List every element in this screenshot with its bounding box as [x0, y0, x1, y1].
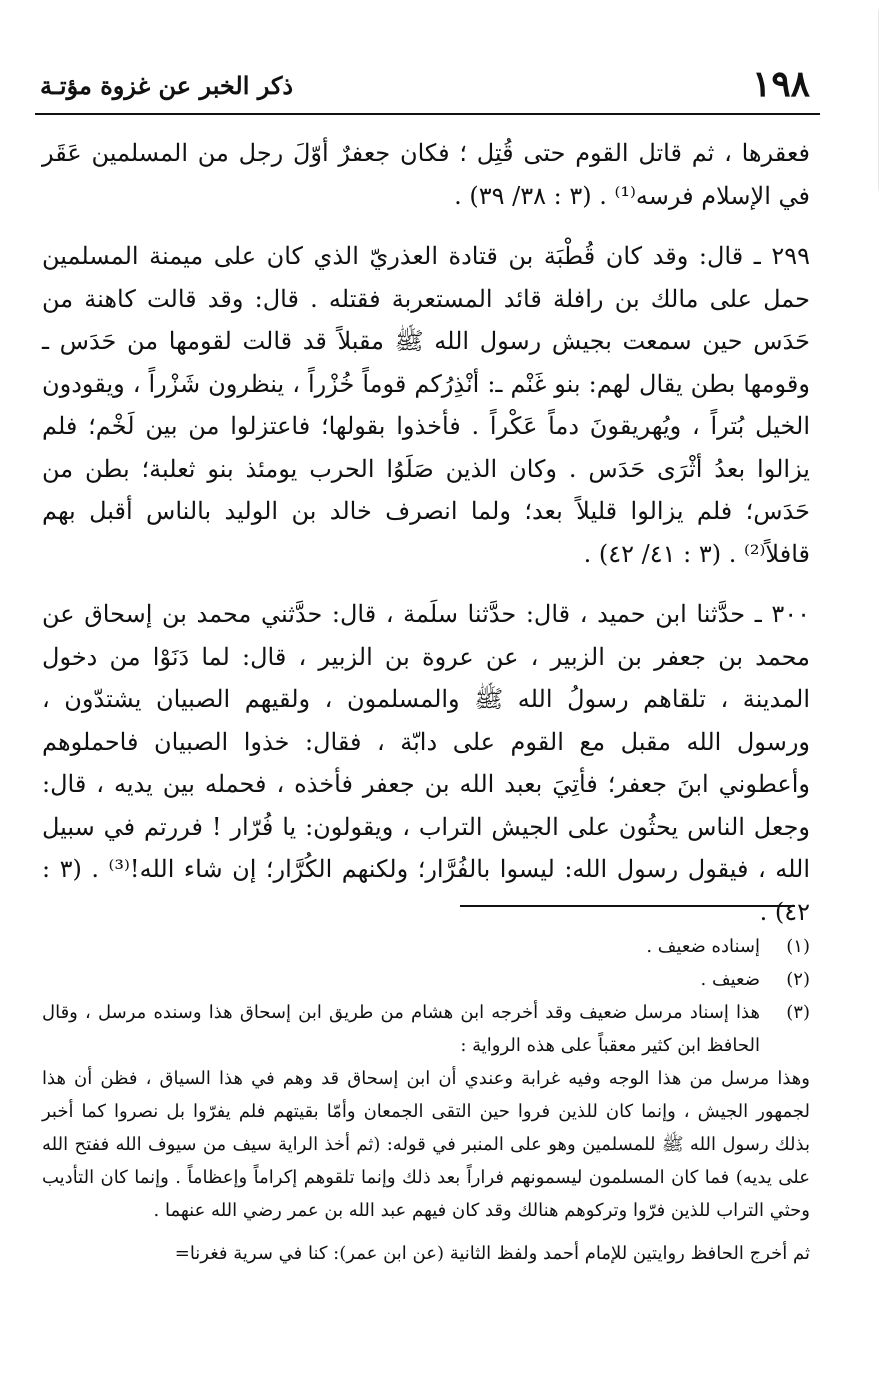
quote-text: وهذا مرسل من هذا الوجه وفيه غرابة وعندي أن ابن إسحاق قد وهم في هذا السياق ، فظن أن هذا لجمهور الجيش ، وإنما كان للذين فروا حين التقى الجمعان وأمّا بقيتهم فلم يفرّوا بل نصروا كما أخبر بذلك رسول الله ﷺ للمسلمين وهو على المنبر في قوله: (ثم أخذ الراية سيف من سيوف الله ففتح الله على يديه) فما كان المسلمون ليسمونهم فراراً بعد ذلك وإنما تلقوهم إكراماً وإعظاماً . وإنما كان التأديب وحثي التراب للذين فرّوا وتركوهم هنالك وقد كان فيهم عبد الله بن عمر رضي الله عنهما .: [42, 1068, 811, 1221]
running-title: ذكر الخبر عن غزوة مؤتـة: [40, 71, 294, 100]
footnotes: [42, 930, 810, 1270]
continuation-text: ثم أخرج الحافظ روايتين للإمام أحمد ولفظ الثانية (عن ابن عمر): كنا في سرية فغرنا=: [174, 1243, 810, 1264]
scan-edge-mark: [878, 10, 879, 190]
footnote-1: [42, 930, 810, 963]
footnote-continuation: [42, 1237, 810, 1270]
footnote-number: (١): [786, 936, 810, 957]
paragraph-continuation: فعقرها ، ثم قاتل القوم حتى قُتِل ؛ فكان جعفرٌ أوّلَ رجل من المسلمين عَقَر في الإسلام فرسه⁽¹⁾ . (٣ : ٣٨/ ٣٩) .: [42, 139, 810, 210]
header-rule: [35, 113, 820, 115]
main-text: [42, 132, 810, 933]
paragraph-299: ٢٩٩ ـ قال: وقد كان قُطْبَة بن قتادة العذريّ الذي كان على ميمنة المسلمين حمل على مالك بن رافلة قائد المستعربة فقتله . قال: وقد قالت كاهنة من حَدَس حين سمعت بجيش رسول الله ﷺ مقبلاً قد قالت لقومها من حَدَس ـ وقومها بطن يقال لهم: بنو غَنْم ـ: أنْذِرُكم قوماً خُزْراً ، ينظرون شَزْراً ، ويقودون الخيل بُتراً ، ويُهريقونَ دماً عَكْراً . فأخذوا بقولها؛ فاعتزلوا من بين لَخْم؛ فلم يزالوا بعدُ أثْرَى حَدَس . وكان الذين صَلَوُا الحرب يومئذ بنو ثعلبة؛ بطن من حَدَس؛ فلم يزالوا قليلاً بعد؛ ولما انصرف خالد بن الوليد بالناس أقبل بهم قافلاً⁽²⁾ . (٣ : ٤١/ ٤٢) .: [42, 242, 810, 568]
page-header: [40, 62, 810, 110]
footnote-number: (٣): [786, 1002, 810, 1023]
footnote-text: ضعيف .: [700, 969, 760, 990]
footnote-3: [42, 996, 810, 1062]
footnote-text: هذا إسناد مرسل ضعيف وقد أخرجه ابن هشام من طريق ابن إسحاق هذا وسنده مرسل ، وقال الحافظ ابن كثير معقباً على هذه الرواية :: [42, 1002, 760, 1056]
paragraph-300: ٣٠٠ ـ حدَّثنا ابن حميد ، قال: حدَّثنا سلَمة ، قال: حدَّثني محمد بن إسحاق عن محمد بن جعفر بن الزبير ، عن عروة بن الزبير ، قال: لما دَنَوْا من دخول المدينة ، تلقاهم رسولُ الله ﷺ والمسلمون ، ولقيهم الصبيان يشتدّون ، ورسول الله مقبل مع القوم على دابّة ، فقال: خذوا الصبيان فاحملوهم وأعطوني ابنَ جعفر؛ فأتِيَ بعبد الله بن جعفر فأخذه ، فحمله بين يديه ، قال: وجعل الناس يحثُون على الجيش التراب ، ويقولون: يا فُرّار ! فررتم في سبيل الله ، فيقول رسول الله: ليسوا بالفُرَّار؛ ولكنهم الكُرَّار؛ إن شاء الله!⁽³⁾ . (٣ : ٤٢) .: [42, 600, 811, 926]
footnote-text: إسناده ضعيف .: [646, 936, 760, 957]
footnote-3-quote: [42, 1062, 810, 1227]
footnote-number: (٢): [786, 969, 810, 990]
footnote-separator: [460, 905, 795, 907]
page-number: ١٩٨: [751, 63, 810, 105]
footnote-2: [42, 963, 810, 996]
